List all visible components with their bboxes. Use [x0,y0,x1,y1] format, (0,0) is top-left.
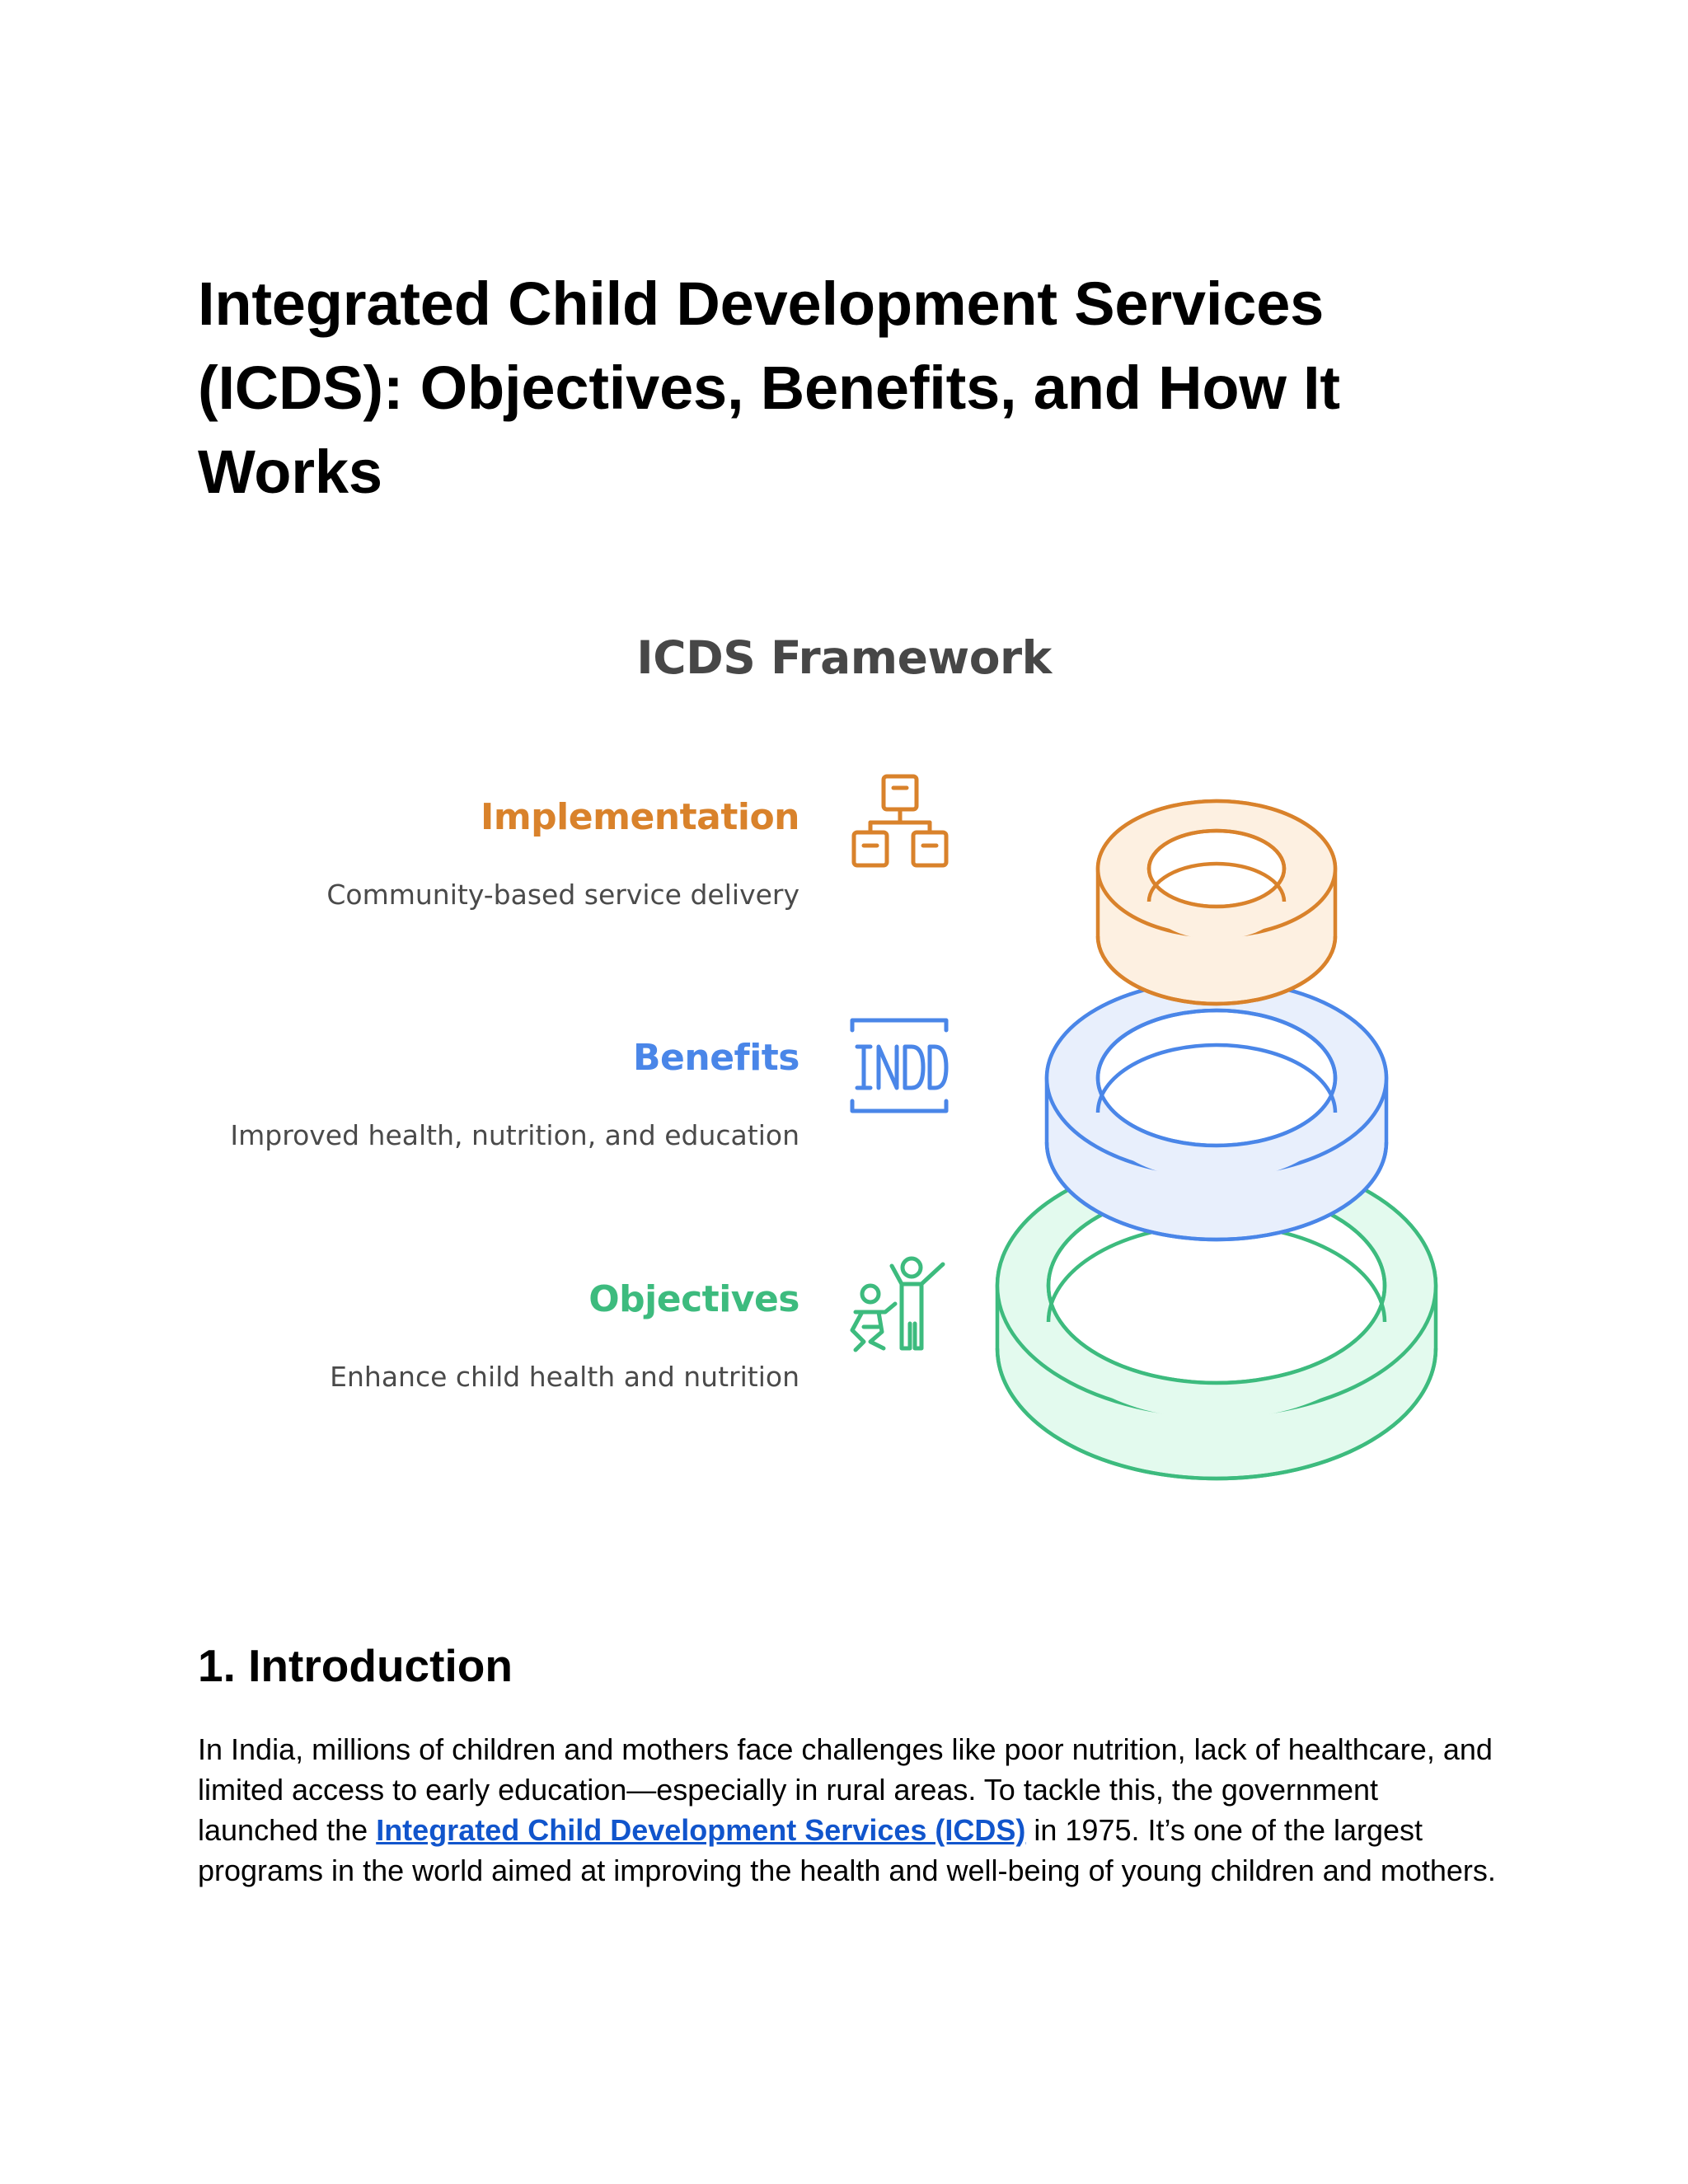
children-icon [846,1253,953,1360]
benefits-ring [1047,981,1386,1240]
figure-title: ICDS Framework [636,631,1052,684]
benefits-description: Improved health, nutrition, and education [230,1119,799,1151]
icds-link[interactable]: Integrated Child Development Services (ICDS) [376,1813,1026,1847]
objectives-heading: Objectives [588,1278,799,1320]
intro-text-after-link: in 1975. It’s one of the largest programs in the world aimed at improving the health and well-being of young children and mothers. [198,1813,1496,1887]
introduction-paragraph [198,1729,1500,1891]
implementation-ring [1098,801,1335,1004]
page-title: Integrated Child Development Services (ICDS): Objectives, Benefits, and How It Works [198,269,1340,506]
stacked-rings-graphic [981,783,1475,1508]
benefits-heading: Benefits [633,1037,799,1079]
implementation-heading: Implementation [480,796,799,838]
intro-text-before-link: In India, millions of children and mothers face challenges like poor nutrition, lack of healthcare, and limited access to early education—especially in rural areas. To tackle this, the government launched the [198,1732,1493,1847]
objectives-description: Enhance child health and nutrition [330,1361,799,1393]
sign-board-icon [846,1012,953,1119]
hierarchy-icon [846,771,953,879]
implementation-description: Community-based service delivery [326,879,799,911]
introduction-heading: 1. Introduction [198,1640,513,1691]
